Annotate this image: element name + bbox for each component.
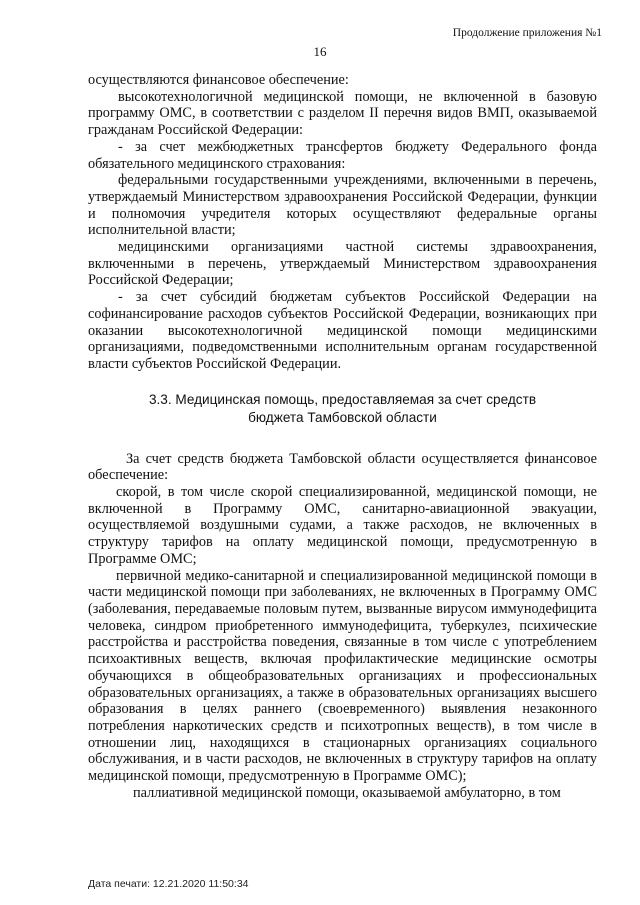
paragraph: осуществляются финансовое обеспечение: (88, 72, 349, 88)
paragraph: высокотехнологичной медицинской помощи, не включенной в базовую программу ОМС, в соответствии с разделом II перечня видов ВМП, оказываемой гражданам Российской Федерации: (88, 88, 597, 139)
paragraph: федеральными государственными учреждениями, включенными в перечень, утверждаемый Министерством здравоохранения Российской Федерации, функции и полномочия учредителя которых осуществляют федеральные органы исполнительной власти; (88, 172, 597, 239)
paragraph: - за счет субсидий бюджетам субъектов Российской Федерации на софинансирование расходов субъектов Российской Федерации, возникающих при оказании высокотехнологичной медицинской помощи медицинскими организациями, подведомственными исполнительным органам государственной власти субъектов Российской Федерации. (88, 289, 597, 372)
paragraph: - за счет межбюджетных трансфертов бюджету Федерального фонда обязательного медицинского страхования: (88, 138, 597, 172)
section-title-line1: 3.3. Медицинская помощь, предоставляемая за счет средств (148, 391, 537, 407)
section-title-line2: бюджета Тамбовской области (248, 409, 437, 425)
paragraph: За счет средств бюджета Тамбовской области осуществляется финансовое обеспечение: (88, 450, 597, 484)
paragraph: медицинскими организациями частной системы здравоохранения, включенными в перечень, утверждаемый Министерством здравоохранения Российской Федерации; (88, 239, 597, 289)
page-number: 16 (313, 44, 327, 59)
print-date: Дата печати: 12.21.2020 11:50:34 (88, 878, 249, 890)
appendix-note: Продолжение приложения №1 (452, 27, 602, 39)
paragraph: первичной медико-санитарной и специализированной медицинской помощи в части медицинской помощи при заболеваниях, не включенных в Программу ОМС (заболевания, передаваемые половым путем, вызванные вирусом иммунодефицита человека, синдром приобретенного иммунодефицита, туберкулез, психические расстройства и расстройства поведения, связанные в том числе с употреблением психоактивных веществ, включая профилактические медицинские осмотры обучающихся в общеобразовательных организациях и профессиональных образовательных организациях, а также в образовательных организациях высшего образования в целях раннего (своевременного) выявления незаконного потребления наркотических средств и психотропных веществ), в том числе в отношении лиц, находящихся в стационарных организациях социального обслуживания, и в части расходов, не включенных в структуру тарифов на оплату медицинской помощи, предусмотренную в Программе ОМС); (88, 567, 597, 785)
paragraph: скорой, в том числе скорой специализированной, медицинской помощи, не включенной в Программу ОМС, санитарно-авиационной эвакуации, осуществляемой воздушными судами, а также расходов, не включенных в структуру тарифов на оплату медицинской помощи, предусмотренную в Программе ОМС; (88, 484, 597, 567)
document-body (88, 72, 597, 801)
paragraph: паллиативной медицинской помощи, оказываемой амбулаторно, в том (133, 784, 561, 801)
section-title (88, 391, 597, 427)
